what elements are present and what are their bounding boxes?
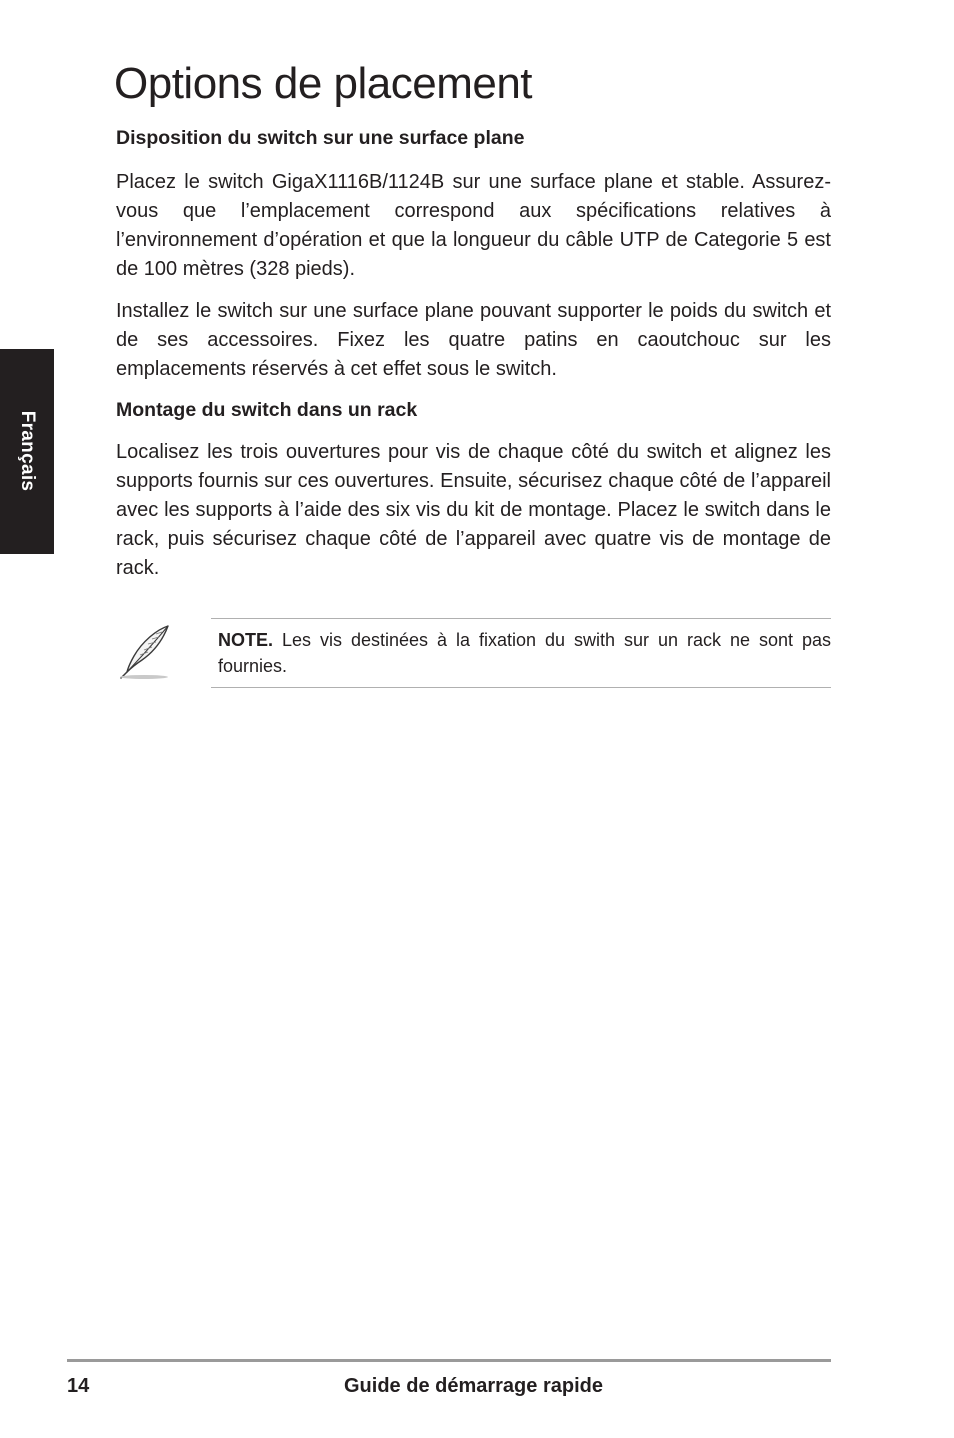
note-body: Les vis destinées à la fixation du swith sur un rack ne sont pas fournies. xyxy=(218,630,831,676)
language-tab-label: Français xyxy=(17,410,38,492)
page-title: Options de placement xyxy=(114,59,533,108)
section-heading-flat-surface: Disposition du switch sur une surface plane xyxy=(116,127,525,149)
main-content xyxy=(116,124,831,583)
note-block xyxy=(116,618,831,688)
quill-pen-icon xyxy=(116,622,174,680)
language-side-tab xyxy=(0,349,54,554)
note-label: NOTE. xyxy=(218,630,274,650)
note-box xyxy=(211,618,831,688)
section-heading-rack-mount: Montage du switch dans un rack xyxy=(116,399,418,421)
page-number: 14 xyxy=(67,1375,90,1397)
note-text xyxy=(218,627,831,679)
paragraph-flat-surface-1: Placez le switch GigaX1116B/1124B sur une surface plane et stable. Assurez-vous que l’emplacement correspond aux spécifications relatives à l’environnement d’opération et que la longueur du câble UTP de Categorie 5 est de 100 mètres (328 pieds). xyxy=(116,171,831,280)
footer-title: Guide de démarrage rapide xyxy=(344,1375,603,1397)
footer-divider xyxy=(67,1359,831,1362)
paragraph-flat-surface-2: Installez le switch sur une surface plane pouvant supporter le poids du switch et de ses accessoires. Fixez les quatre patins en caoutchouc sur les emplacements réservés à cet effet sous le switch. xyxy=(116,300,831,380)
paragraph-rack-mount: Localisez les trois ouvertures pour vis de chaque côté du switch et alignez les supports fournis sur ces ouvertures. Ensuite, sécurisez chaque côté de l’appareil avec les supports à l’aide des six vis du kit de montage. Placez le switch dans le rack, puis sécurisez chaque côté de l’appareil avec quatre vis de montage de rack. xyxy=(116,441,831,579)
